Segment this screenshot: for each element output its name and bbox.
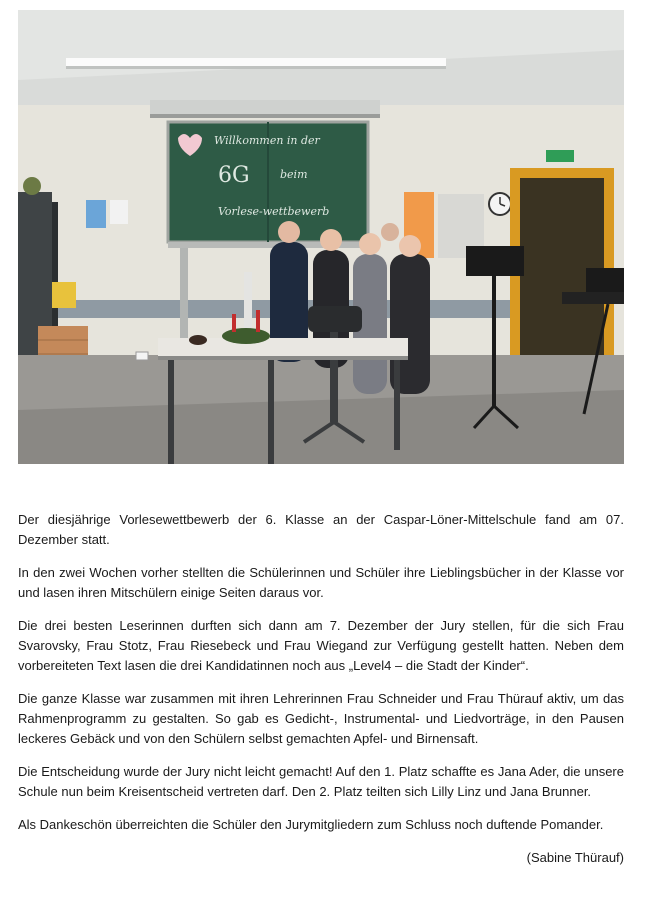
article-paragraph: Als Dankeschön überreichten die Schüler den Jurymitgliedern zum Schluss noch duftende Pomander.	[18, 817, 604, 832]
board-line-1: Willkommen in der	[214, 134, 320, 147]
article-paragraph: Die Entscheidung wurde der Jury nicht leicht gemacht! Auf den 1. Platz schaffte es Jana Ader, die unsere Schule nun beim Kreisentscheid vertreten darf. Den 2. Platz teilten sich Lilly Linz und Jana Brunner.	[18, 764, 624, 799]
board-line-3: beim	[280, 168, 308, 181]
author-signature: (Sabine Thürauf)	[526, 850, 624, 865]
article-paragraph: In den zwei Wochen vorher stellten die Schülerinnen und Schüler ihre Lieblingsbücher in der Klasse vor und lasen ihren Mitschülern einige Seiten daraus vor.	[18, 565, 624, 600]
classroom-photo	[18, 10, 624, 464]
article-text	[18, 510, 624, 868]
board-line-2: 6G	[218, 163, 250, 188]
board-line-4: Vorlese-wettbewerb	[218, 205, 330, 218]
classroom-photo-drawing	[18, 10, 624, 464]
article-paragraph: Die ganze Klasse war zusammen mit ihren Lehrerinnen Frau Schneider und Frau Thürauf aktiv, um das Rahmenprogramm zu gestalten. So gab es Gedicht-, Instrumental- und Liedvorträge, in den Pausen leckeres Gebäck und von den Schülern selbst gemachten Apfel- und Birnensaft.	[18, 691, 624, 746]
article-paragraph: Die drei besten Leserinnen durften sich dann am 7. Dezember der Jury stellen, für die sich Frau Svarovsky, Frau Stotz, Frau Riesebeck und Frau Wiegand zur Verfügung gestellt hatten. Neben dem vorbereiteten Text lasen die drei Kandidatinnen noch aus „Level4 – die Stadt der Kinder“.	[18, 618, 624, 673]
article-paragraph: Der diesjährige Vorlesewettbewerb der 6. Klasse an der Caspar-Löner-Mittelschule fand am 07. Dezember statt.	[18, 512, 624, 547]
